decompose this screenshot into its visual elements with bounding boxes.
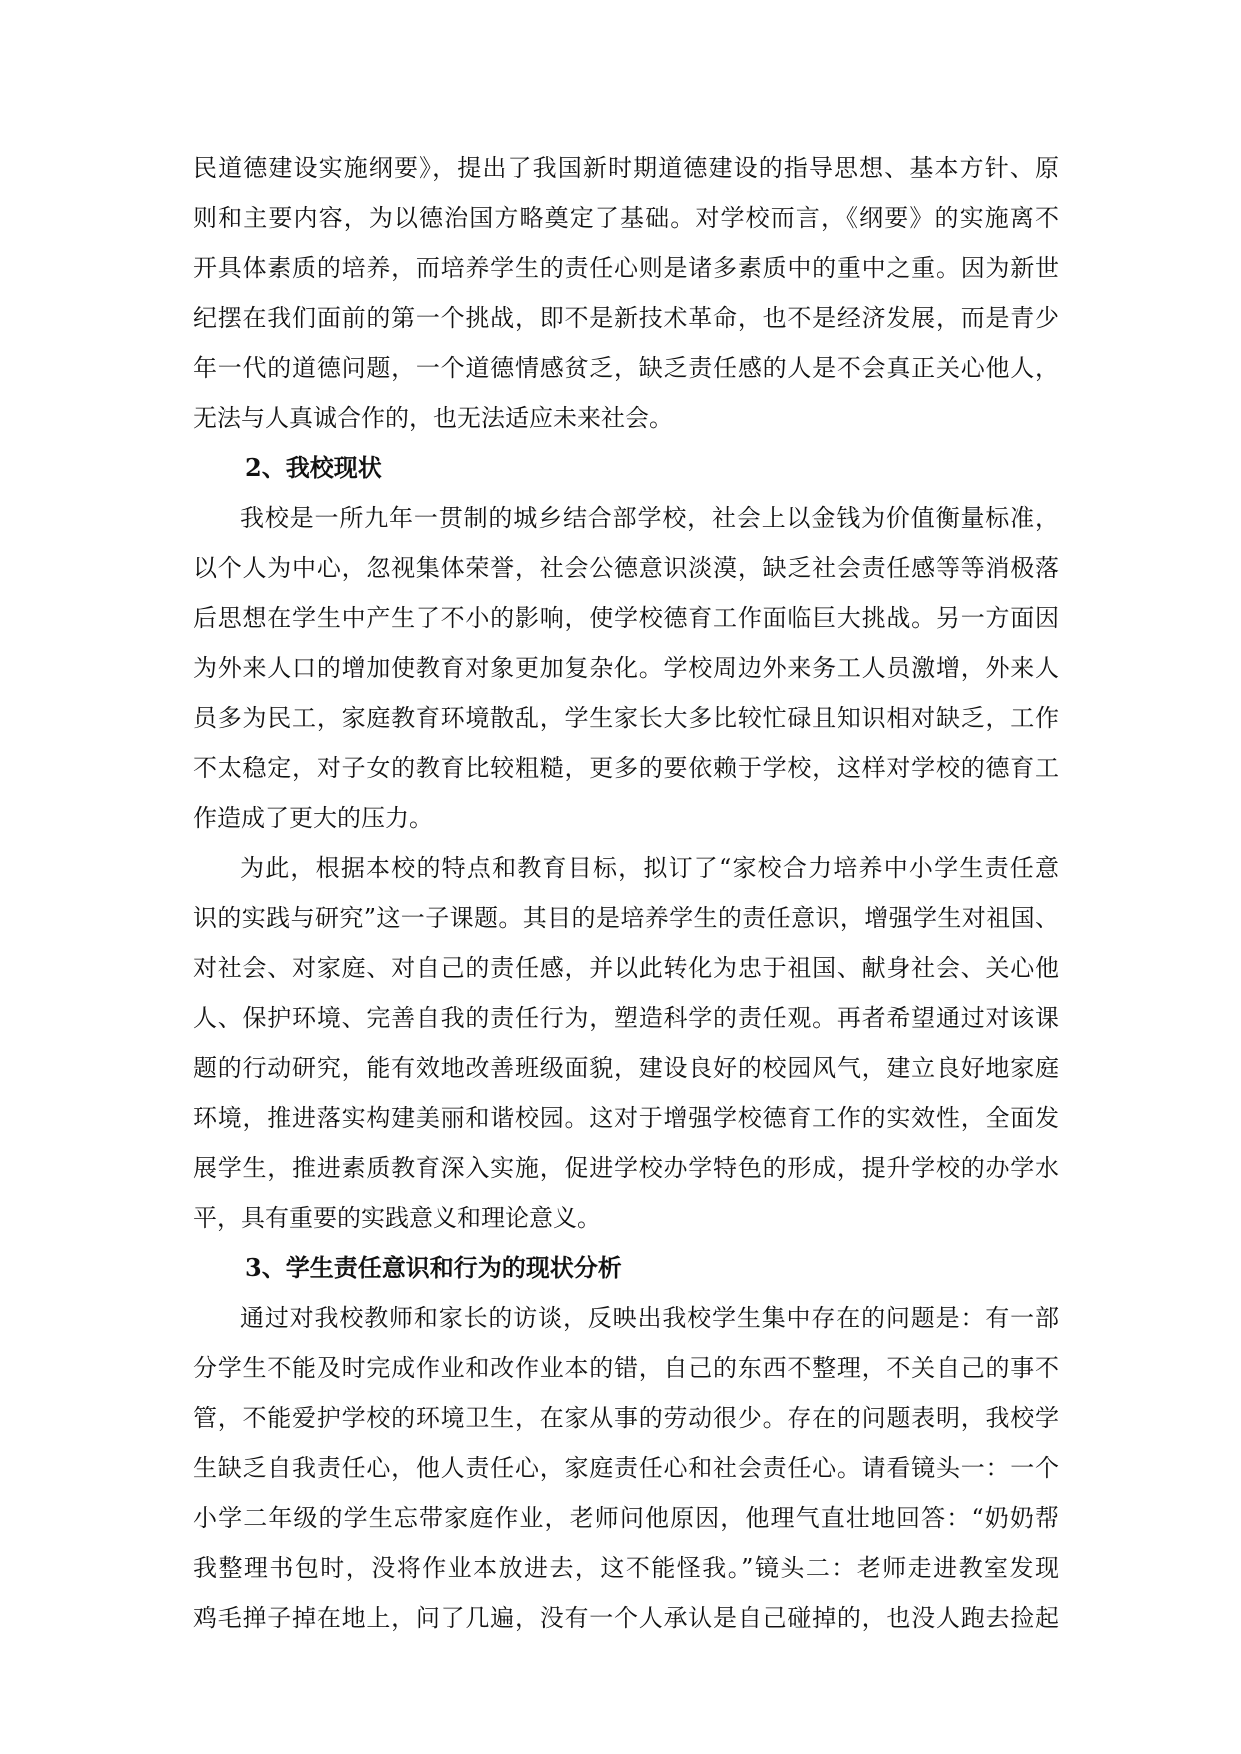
paragraph-line: 环境，推进落实构建美丽和谐校园。这对于增强学校德育工作的实效性，全面发 xyxy=(193,1104,1059,1132)
paragraph-line: 则和主要内容，为以德治国方略奠定了基础。对学校而言，《纲要》的实施离不 xyxy=(193,204,1059,232)
paragraph-school-status xyxy=(193,493,1059,843)
document-page xyxy=(193,143,1059,1643)
paragraph-line: 管，不能爱护学校的环境卫生，在家从事的劳动很少。存在的问题表明，我校学 xyxy=(193,1404,1059,1432)
paragraph-line: 对社会、对家庭、对自己的责任感，并以此转化为忠于祖国、献身社会、关心他 xyxy=(193,954,1059,982)
section-heading-responsibility-analysis: 3、学生责任意识和行为的现状分析 xyxy=(245,1253,622,1282)
paragraph-line: 鸡毛掸子掉在地上，问了几遍，没有一个人承认是自己碰掉的，也没人跑去捡起 xyxy=(193,1604,1059,1632)
paragraph-national-morality xyxy=(193,143,1059,443)
paragraph-line: 展学生，推进素质教育深入实施，促进学校办学特色的形成，提升学校的办学水 xyxy=(193,1154,1059,1182)
paragraph-line: 分学生不能及时完成作业和改作业本的错，自己的东西不整理，不关自己的事不 xyxy=(193,1354,1059,1382)
paragraph-line: 生缺乏自我责任心，他人责任心，家庭责任心和社会责任心。请看镜头一：一个 xyxy=(193,1454,1059,1482)
paragraph-line: 小学二年级的学生忘带家庭作业，老师问他原因，他理气直壮地回答：“奶奶帮 xyxy=(193,1504,1059,1532)
paragraph-line: 以个人为中心，忽视集体荣誉，社会公德意识淡漠，缺乏社会责任感等等消极落 xyxy=(193,554,1059,582)
paragraph-line: 年一代的道德问题，一个道德情感贫乏，缺乏责任感的人是不会真正关心他人， xyxy=(193,354,1059,382)
paragraph-line: 题的行动研究，能有效地改善班级面貌，建设良好的校园风气，建立良好地家庭 xyxy=(193,1054,1059,1082)
paragraph-line: 不太稳定，对子女的教育比较粗糙，更多的要依赖于学校，这样对学校的德育工 xyxy=(193,754,1059,782)
paragraph-line: 无法与人真诚合作的，也无法适应未来社会。 xyxy=(193,404,673,432)
paragraph-line: 员多为民工，家庭教育环境散乱，学生家长大多比较忙碌且知识相对缺乏，工作 xyxy=(193,704,1059,732)
paragraph-line: 人、保护环境、完善自我的责任行为，塑造科学的责任观。再者希望通过对该课 xyxy=(193,1004,1059,1032)
paragraph-line: 为外来人口的增加使教育对象更加复杂化。学校周边外来务工人员激增，外来人 xyxy=(193,654,1059,682)
paragraph-line: 通过对我校教师和家长的访谈，反映出我校学生集中存在的问题是：有一部 xyxy=(240,1304,1059,1332)
section-heading-school-status: 2、我校现状 xyxy=(245,453,382,482)
paragraph-line: 为此，根据本校的特点和教育目标，拟订了“家校合力培养中小学生责任意 xyxy=(240,854,1059,882)
paragraph-responsibility-analysis xyxy=(193,1293,1059,1643)
paragraph-line: 我整理书包时，没将作业本放进去，这不能怪我。”镜头二：老师走进教室发现 xyxy=(193,1554,1059,1582)
paragraph-line: 识的实践与研究”这一子课题。其目的是培养学生的责任意识，增强学生对祖国、 xyxy=(193,904,1059,932)
paragraph-line: 作造成了更大的压力。 xyxy=(193,804,433,832)
paragraph-research-purpose xyxy=(193,843,1059,1243)
paragraph-line: 纪摆在我们面前的第一个挑战，即不是新技术革命，也不是经济发展，而是青少 xyxy=(193,304,1059,332)
paragraph-line: 我校是一所九年一贯制的城乡结合部学校，社会上以金钱为价值衡量标准， xyxy=(240,504,1059,532)
paragraph-line: 后思想在学生中产生了不小的影响，使学校德育工作面临巨大挑战。另一方面因 xyxy=(193,604,1059,632)
paragraph-line: 开具体素质的培养，而培养学生的责任心则是诸多素质中的重中之重。因为新世 xyxy=(193,254,1059,282)
paragraph-line: 民道德建设实施纲要》，提出了我国新时期道德建设的指导思想、基本方针、原 xyxy=(193,154,1059,182)
paragraph-line: 平，具有重要的实践意义和理论意义。 xyxy=(193,1204,601,1232)
